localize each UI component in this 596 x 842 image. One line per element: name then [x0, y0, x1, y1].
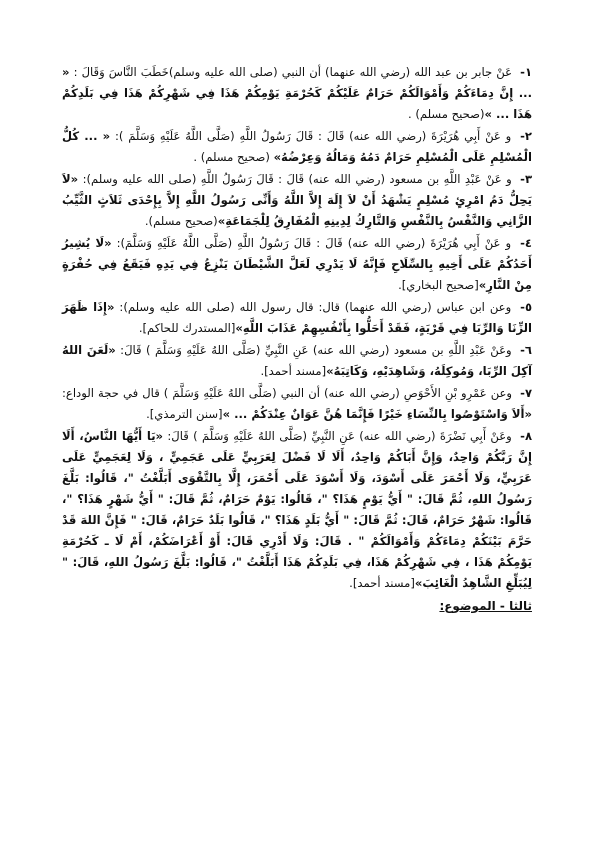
item-number: ١- [520, 65, 533, 79]
hadith-quote: «إِذَا ظَهَرَ الزِّنَا وَالرِّبَا فِي قَرْيَةٍ، فَقَدْ أَحَلُّوا بِأَنْفُسِهِمْ عَذَابَ اللَّهِ» [62, 300, 532, 335]
hadith-quote: «يَا أَيُّهَا النَّاسُ، أَلَا إِنَّ رَبَّكُمْ وَاحِدٌ، وَإِنَّ أَبَاكُمْ وَاحِدٌ، أَلَا لَا فَضْلَ لِعَرَبِيٍّ عَلَى عَجَمِيٍّ ، وَلَا لِعَجَمِيٍّ عَلَى عَرَبِيٍّ، وَلَا أَحْمَرَ عَلَى أَسْوَدَ، وَلَا أَسْوَدَ عَلَى أَحْمَرَ، إِلَّا بِالتَّقْوَى أَبَلَّغْتُ "، قَالُوا: بَلَّغَ رَسُولُ اللهِ، ثُمَّ قَالَ: " أَيُّ يَوْمٍ هَذَا؟ "، قَالُوا: يَوْمٌ حَرَامٌ، ثُمَّ قَالَ: " أَيُّ شَهْرٍ هَذَا؟ "، قَالُوا: شَهْرٌ حَرَامٌ، قَالَ: ثُمَّ قَالَ: " أَيُّ بَلَدٍ هَذَا؟ "، قَالُوا بَلَدٌ حَرَامٌ، قَالَ: " فَإِنَّ اللهَ قَدْ حَرَّمَ بَيْنَكُمْ دِمَاءَكُمْ وَأَمْوَالَكُمْ " . قَالَ: وَلَا أَدْرِي قَالَ: أَوْ أَعْرَاضَكُمْ، أَمْ لَا ـ كَحُرْمَةِ يَوْمِكُمْ هَذَا ، فِي شَهْرِكُمْ هَذَا، فِي بَلَدِكُمْ هَذَا أَبَلَّغْتُ "، قَالُوا: بَلَّغَ رَسُولُ اللهِ، قَالَ: " لِيُبَلِّغِ الشَّاهِدُ الْغَائِبَ» [62, 429, 532, 590]
hadith-source: [سنن الترمذي]. [146, 407, 223, 421]
narration-intro: و عَنْ أَبِي هُرَيْرَةَ (رضي الله عنه) قَالَ : قَالَ رَسُولُ اللَّهِ (صَلَّى اللَّهُ عَلَيْهِ وَسَلَّمَ): [116, 236, 512, 250]
hadith-item [62, 340, 532, 382]
narration-intro: عَنْ جابر بن عبد الله (رضي الله عنهما) أن النبي (صلى الله عليه وسلم)خَطَبَ النَّاسَ وَقَالَ : [73, 65, 513, 79]
hadith-item [62, 233, 532, 296]
hadith-item [62, 297, 532, 339]
hadith-item [62, 169, 532, 232]
narration-intro: وعن ابن عباس (رضي الله عنهما) قال: قال رسول الله (صلى الله عليه وسلم): [119, 300, 512, 314]
hadith-source: [المستدرك للحاكم]. [138, 321, 236, 335]
hadith-quote: «أَلاَ وَاسْتَوْصُوا بِالنِّسَاءِ خَيْرًا فَإِنَّمَا هُنَّ عَوَانٌ عِنْدَكُمْ ... » [222, 407, 532, 421]
narration-intro: وعن عَمْرِو بْنِ الأَحْوَصِ (رضي الله عنه) أن النبي (صَلَّى اللهُ عَلَيْهِ وَسَلَّمَ ) قال في حجة الوداع: [62, 386, 513, 400]
item-number: ٤- [520, 236, 532, 250]
hadith-quote: «لَا يُشِيرُ أَحَدُكُمْ عَلَى أَخِيهِ بِالسِّلَاحِ فَإِنَّهُ لَا يَدْرِي لَعَلَّ الشَّيْطَانَ يَنْزِعُ فِي يَدِهِ فَيَقَعُ فِي حُفْرَةٍ مِنْ النَّارِ» [62, 236, 532, 292]
hadith-item [62, 126, 532, 168]
hadith-source: [مسند أحمد]. [349, 576, 415, 590]
hadith-quote: « ... إِنَّ دِمَاءَكُمْ وَأَمْوَالَكُمْ حَرَامٌ عَلَيْكُمْ كَحُرْمَةِ يَوْمِكُمْ هَذَا فِي شَهْرِكُمْ هَذَا فِي بَلَدِكُمْ هَذَا ... » [62, 65, 532, 121]
hadith-source: (صحيح مسلم). [144, 214, 218, 228]
hadith-item [62, 383, 532, 425]
item-number: ٨- [520, 429, 533, 443]
hadith-list [62, 62, 532, 617]
hadith-item [62, 426, 532, 594]
hadith-item [62, 62, 532, 125]
hadith-source: [صحيح البخاري]. [398, 278, 479, 292]
item-number: ٦- [520, 343, 532, 357]
hadith-quote: « ... كُلُّ الْمُسْلِمِ عَلَى الْمُسْلِمِ حَرَامٌ دَمُهُ وَمَالُهُ وَعِرْضُهُ» [62, 129, 532, 164]
narration-intro: و عَنْ أَبِي هُرَيْرَةَ (رضي الله عنه) قَالَ : قَالَ رَسُولُ اللَّهِ (صَلَّى اللَّهُ عَلَيْهِ وَسَلَّمَ ): [114, 129, 512, 143]
hadith-source: (صحيح مسلم) . [407, 107, 485, 121]
narration-intro: و عَنْ عَبْدِ اللَّهِ بن مسعود (رضي الله عنه) قَالَ : قَالَ رَسُولُ اللَّهِ (صلى الله عليه وسلم): [82, 172, 512, 186]
hadith-quote: «لَعَنَ اللهُ آكِلَ الرِّبَا، وَمُوكِلَهُ، وَشَاهِدَيْهِ، وَكَاتِبَهُ» [62, 343, 532, 378]
hadith-source: [مسند أحمد]. [260, 364, 327, 378]
item-number: ٢- [520, 129, 532, 143]
narration-intro: وعَنْ عَبْدِ اللَّهِ بن مسعود (رضي الله عنه) عَنِ النَّبِيِّ (صَلَّى اللهُ عَلَيْهِ وَسَلَّمَ ) قَالَ: [120, 343, 512, 357]
item-number: ٣- [520, 172, 533, 186]
hadith-quote: «لاَ يَحِلُّ دَمُ امْرِئٍ مُسْلِمٍ يَشْهَدُ أَنْ لاَ إِلَهَ إِلاَّ اللَّهُ وَأَنِّى رَسُولُ اللَّهِ إِلاَّ بِإِحْدَى ثَلاَثٍ الثَّيِّبُ الزَّانِي وَالنَّفْسُ بِالنَّفْسِ وَالتَّارِكُ لِدِينِهِ الْمُفَارِقُ لِلْجَمَاعَةِ» [62, 172, 532, 228]
section-heading: ثالثا - الموضوع: [439, 599, 532, 613]
item-number: ٧- [520, 386, 533, 400]
hadith-source: (صحيح مسلم) . [193, 150, 270, 164]
narration-intro: وعَنْ أَبِي نَضْرَةَ (رضي الله عنه) عَنِ النَّبِيِّ (صَلَّى اللهُ عَلَيْهِ وَسَلَّمَ ) قَالَ: [167, 429, 512, 443]
item-number: ٥- [520, 300, 533, 314]
